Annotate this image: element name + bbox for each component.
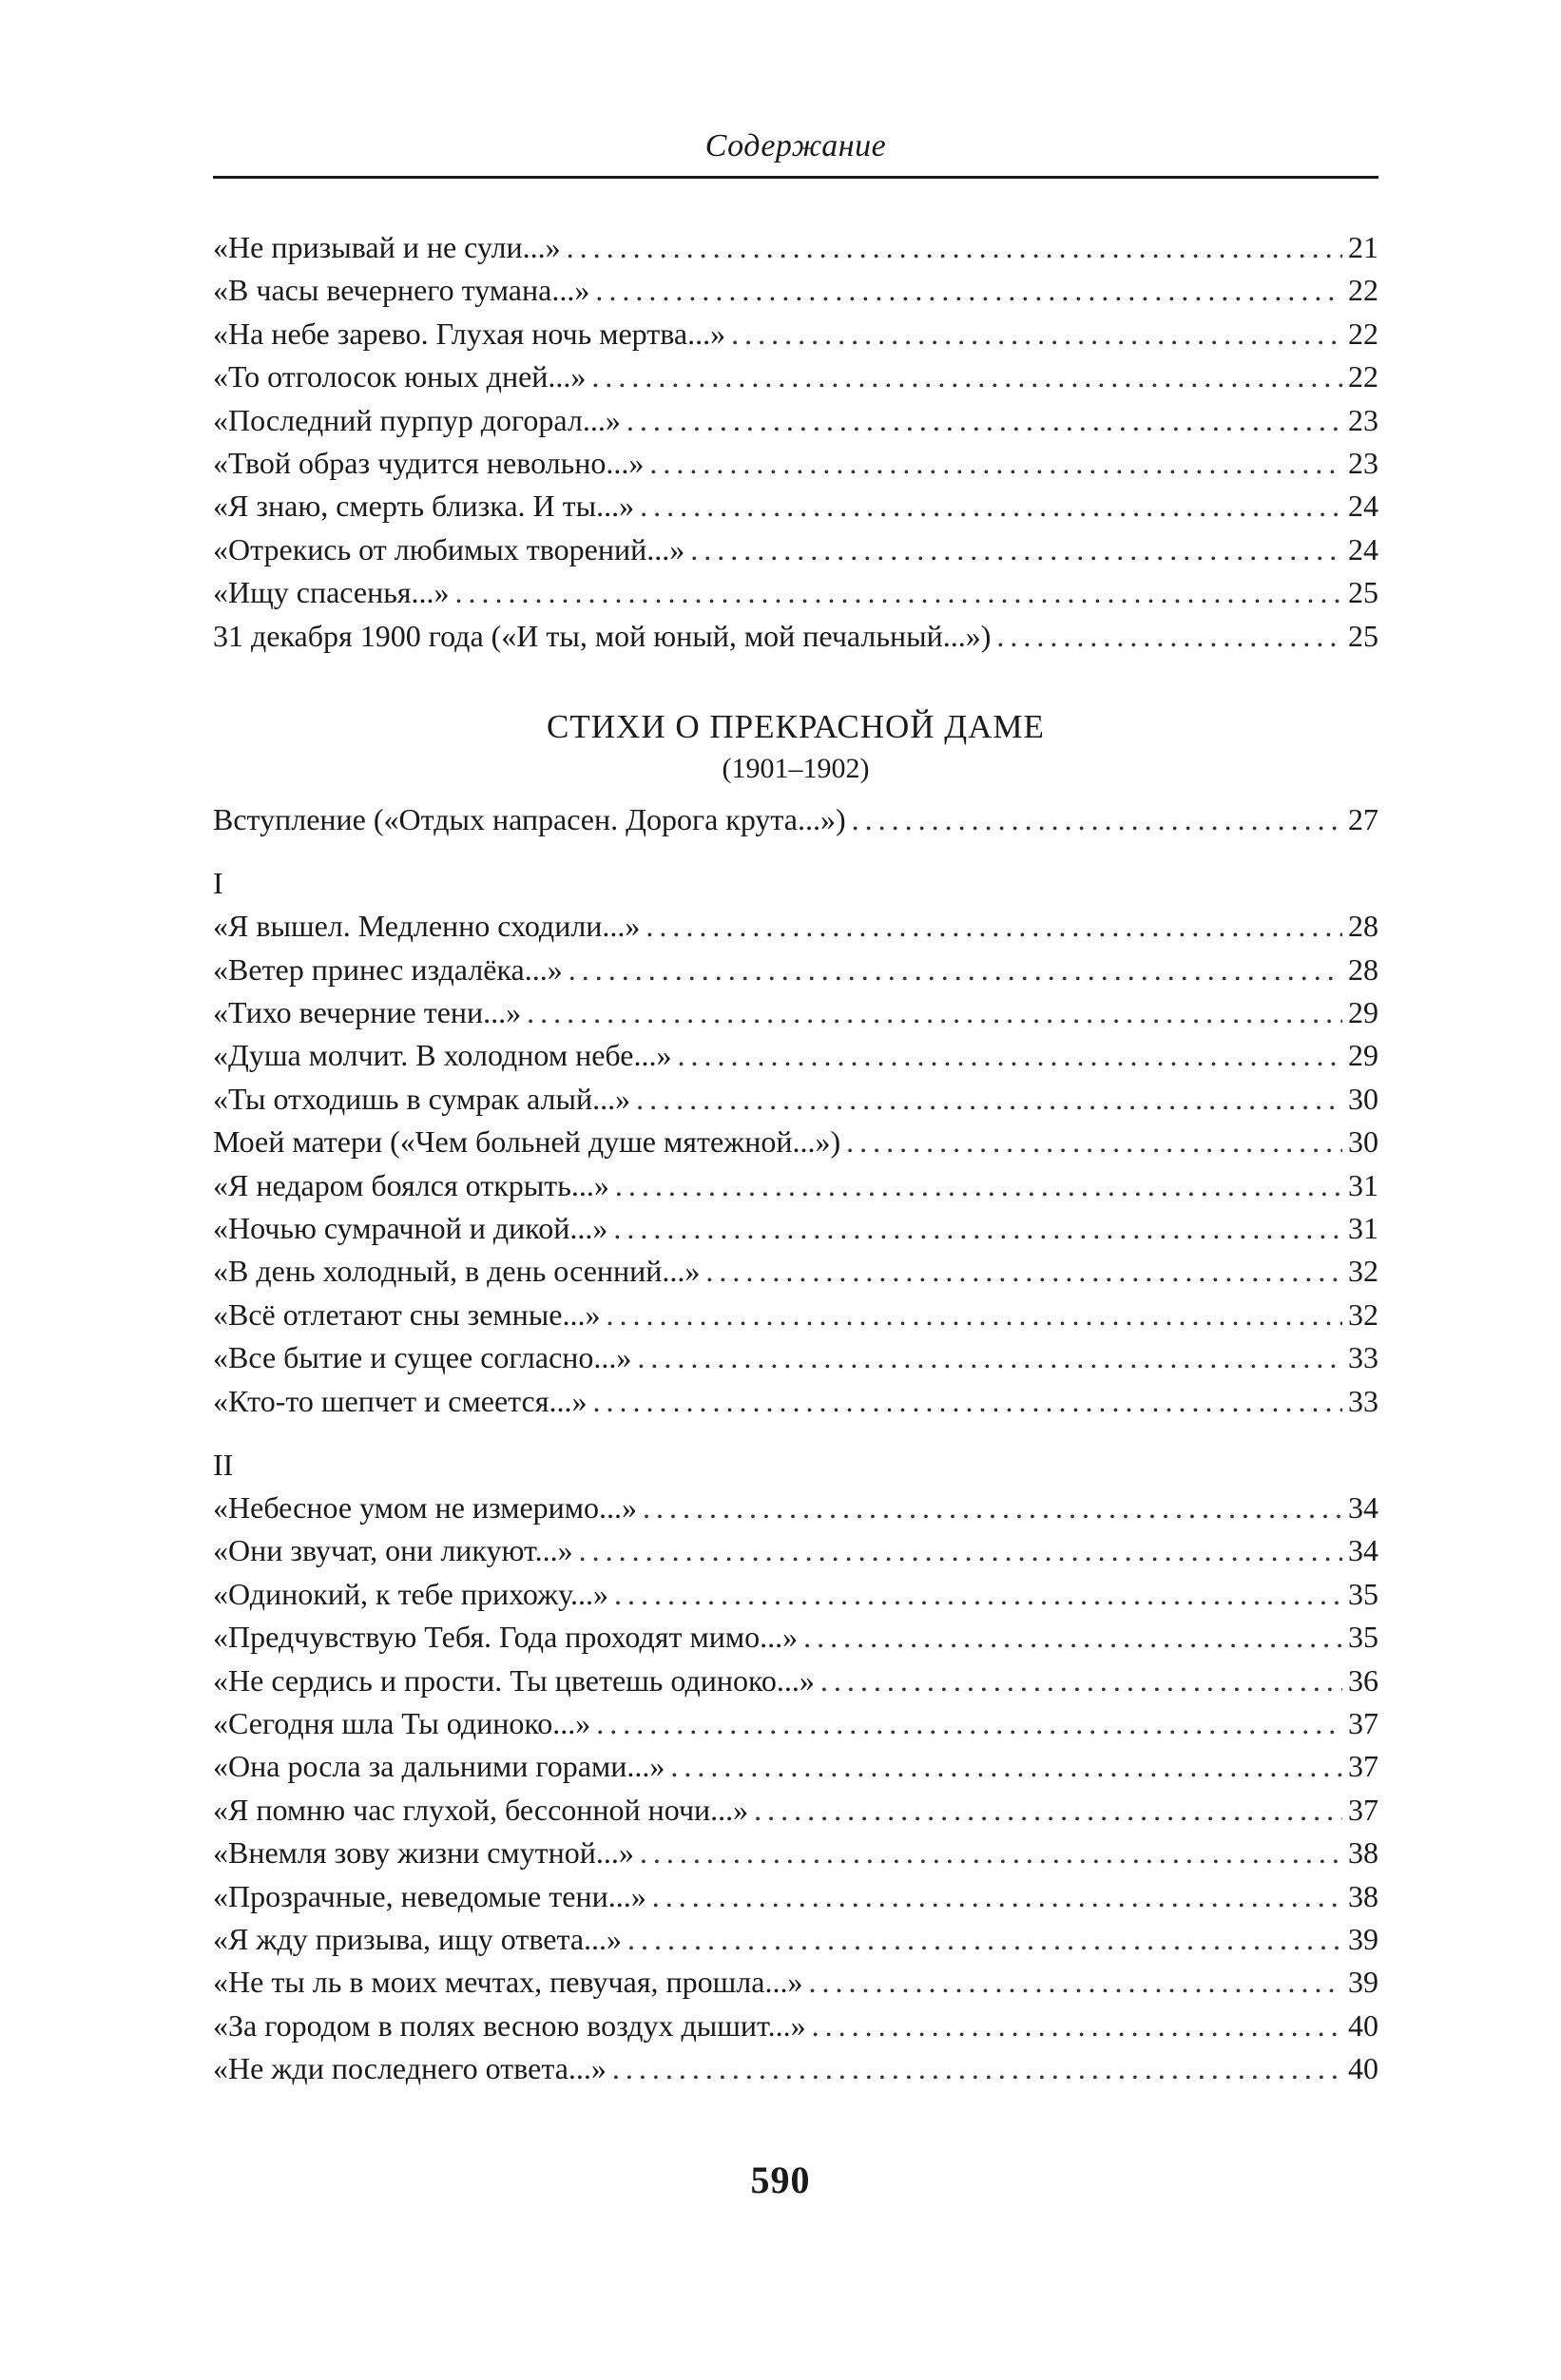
toc-entry-title: «Не ты ль в моих мечтах, певучая, прошла...» bbox=[213, 1965, 803, 2000]
toc-entry-page: 32 bbox=[1348, 1296, 1378, 1332]
toc-entry[interactable] bbox=[213, 269, 1378, 312]
toc-entry-page: 36 bbox=[1348, 1662, 1378, 1698]
toc-entry-page: 38 bbox=[1348, 1835, 1378, 1871]
toc-entry-page: 31 bbox=[1348, 1211, 1378, 1246]
toc-entry-page: 24 bbox=[1348, 531, 1378, 566]
toc-entry-title: «Одинокий, к тебе прихожу...» bbox=[213, 1576, 608, 1611]
toc-entry-title: «Отрекись от любимых творений...» bbox=[213, 531, 685, 566]
dot-leader bbox=[640, 485, 1342, 528]
dot-leader bbox=[690, 528, 1342, 571]
toc-entry-page: 25 bbox=[1348, 575, 1378, 610]
toc-entry-page: 35 bbox=[1348, 1620, 1378, 1655]
toc-entry-page: 30 bbox=[1348, 1124, 1378, 1160]
toc-entry-title: «Ночью сумрачной и дикой...» bbox=[213, 1211, 608, 1246]
toc-entry[interactable] bbox=[213, 1875, 1378, 1918]
toc-entry[interactable] bbox=[213, 1832, 1378, 1874]
dot-leader bbox=[527, 991, 1342, 1034]
toc-entry[interactable] bbox=[213, 571, 1378, 614]
toc-entry-page: 23 bbox=[1348, 445, 1378, 480]
toc-entry-title: 31 декабря 1900 года («И ты, мой юный, мой печальный...») bbox=[213, 618, 992, 653]
toc-entry-title: «Я помню час глухой, бессонной ночи...» bbox=[213, 1792, 749, 1827]
toc-entry-page: 27 bbox=[1348, 801, 1378, 836]
toc-entry-title: «Небесное умом не измеримо...» bbox=[213, 1489, 638, 1525]
toc-entry[interactable] bbox=[213, 485, 1378, 528]
toc-entry-page: 37 bbox=[1348, 1749, 1378, 1784]
toc-entry-page: 33 bbox=[1348, 1340, 1378, 1375]
dot-leader bbox=[677, 1034, 1342, 1077]
page-number: 590 bbox=[750, 2159, 811, 2201]
toc-entry[interactable] bbox=[213, 1487, 1378, 1529]
toc-entry-title: «Последний пурпур догорал...» bbox=[213, 402, 621, 437]
toc-entry[interactable] bbox=[213, 313, 1378, 355]
dot-leader bbox=[846, 1121, 1342, 1163]
toc-entry-page: 22 bbox=[1348, 316, 1378, 351]
toc-entry-title: «Ищу спасенья...» bbox=[213, 575, 450, 610]
toc-entry[interactable] bbox=[213, 1660, 1378, 1702]
dot-leader bbox=[595, 269, 1342, 312]
toc-entry-title: «Тихо вечерние тени...» bbox=[213, 995, 522, 1030]
toc-entry-title: «Твой образ чудится невольно...» bbox=[213, 445, 645, 480]
toc-entry-page: 33 bbox=[1348, 1383, 1378, 1418]
toc-entry[interactable] bbox=[213, 615, 1378, 658]
table-of-contents bbox=[213, 226, 1378, 2090]
toc-entry[interactable] bbox=[213, 1380, 1378, 1423]
toc-entry-page: 29 bbox=[1348, 1038, 1378, 1073]
toc-entry-title: «На небе зарево. Глухая ночь мертва...» bbox=[213, 316, 726, 351]
toc-entry-page: 37 bbox=[1348, 1705, 1378, 1740]
toc-entry[interactable] bbox=[213, 1616, 1378, 1659]
header-rule bbox=[213, 176, 1378, 179]
dot-leader bbox=[626, 399, 1342, 442]
toc-entry[interactable] bbox=[213, 1961, 1378, 2004]
toc-entry-title: Моей матери («Чем больней душе мятежной...») bbox=[213, 1124, 841, 1160]
toc-entry-title: «Ветер принес издалёка...» bbox=[213, 951, 563, 987]
dot-leader bbox=[636, 1078, 1342, 1121]
toc-entry-page: 24 bbox=[1348, 489, 1378, 524]
toc-entry[interactable] bbox=[213, 1918, 1378, 1961]
dot-leader bbox=[646, 905, 1342, 948]
toc-entry-title: «В часы вечернего тумана...» bbox=[213, 273, 590, 308]
dot-leader bbox=[731, 313, 1342, 355]
toc-entry-page: 28 bbox=[1348, 909, 1378, 944]
toc-entry-page: 32 bbox=[1348, 1254, 1378, 1289]
toc-entry-title: «Сегодня шла Ты одиноко...» bbox=[213, 1705, 591, 1740]
toc-entry-title: «Не сердись и прости. Ты цветешь одиноко...» bbox=[213, 1662, 815, 1698]
toc-part-one bbox=[213, 905, 1378, 1423]
toc-entry[interactable] bbox=[213, 1336, 1378, 1379]
dot-leader bbox=[820, 1660, 1342, 1702]
part-two-heading: II bbox=[213, 1447, 234, 1482]
toc-entry-page: 38 bbox=[1348, 1878, 1378, 1913]
dot-leader bbox=[596, 1702, 1342, 1745]
dot-leader bbox=[652, 1875, 1342, 1918]
toc-entry-page: 35 bbox=[1348, 1576, 1378, 1611]
toc-entry[interactable] bbox=[213, 355, 1378, 398]
toc-group-top bbox=[213, 226, 1378, 658]
toc-entry-title: «Они звучат, они ликуют...» bbox=[213, 1533, 573, 1568]
toc-entry[interactable] bbox=[213, 1573, 1378, 1616]
toc-entry-title: «Не призывай и не сули...» bbox=[213, 230, 561, 264]
toc-entry-page: 39 bbox=[1348, 1965, 1378, 2000]
toc-entry-page: 25 bbox=[1348, 618, 1378, 653]
toc-entry-title: Вступление («Отдых напрасен. Дорога крута...») bbox=[213, 801, 846, 836]
toc-entry[interactable] bbox=[213, 442, 1378, 485]
dot-leader bbox=[812, 2005, 1342, 2047]
toc-entry-title: «Она росла за дальними горами...» bbox=[213, 1749, 665, 1784]
toc-entry[interactable] bbox=[213, 1702, 1378, 1745]
toc-entry-title: «В день холодный, в день осенний...» bbox=[213, 1254, 701, 1289]
toc-entry-page: 22 bbox=[1348, 273, 1378, 308]
toc-entry[interactable] bbox=[213, 1789, 1378, 1832]
part-one-heading: I bbox=[213, 866, 223, 901]
dot-leader bbox=[852, 798, 1342, 841]
dot-leader bbox=[455, 571, 1342, 614]
dot-leader bbox=[996, 615, 1342, 658]
toc-entry[interactable] bbox=[213, 1250, 1378, 1293]
toc-entry-page: 22 bbox=[1348, 359, 1378, 394]
toc-entry-title: «Всё отлетают сны земные...» bbox=[213, 1296, 601, 1332]
toc-entry-title: «За городом в полях весною воздух дышит...» bbox=[213, 2007, 806, 2043]
running-head: Содержание bbox=[704, 128, 887, 163]
toc-entry-introduction[interactable] bbox=[213, 798, 1378, 841]
toc-entry-title: «Внемля зову жизни смутной...» bbox=[213, 1835, 634, 1871]
dot-leader bbox=[808, 1961, 1342, 2004]
dot-leader bbox=[640, 1832, 1342, 1874]
toc-entry-page: 34 bbox=[1348, 1533, 1378, 1568]
toc-entry-title: «Предчувствую Тебя. Года проходят мимо...» bbox=[213, 1620, 799, 1655]
toc-entry-title: «Я знаю, смерть близка. И ты...» bbox=[213, 489, 635, 524]
toc-entry[interactable] bbox=[213, 399, 1378, 442]
toc-entry-page: 37 bbox=[1348, 1792, 1378, 1827]
dot-leader bbox=[612, 2047, 1342, 2090]
toc-entry-page: 29 bbox=[1348, 995, 1378, 1030]
dot-leader bbox=[579, 1529, 1342, 1572]
toc-entry-page: 39 bbox=[1348, 1921, 1378, 1956]
dot-leader bbox=[637, 1336, 1342, 1379]
toc-entry-title: «Прозрачные, неведомые тени...» bbox=[213, 1878, 646, 1913]
dot-leader bbox=[613, 1207, 1342, 1250]
toc-entry-title: «Кто-то шепчет и смеется...» bbox=[213, 1383, 588, 1418]
toc-entry[interactable] bbox=[213, 2047, 1378, 2090]
toc-entry[interactable] bbox=[213, 528, 1378, 571]
toc-entry[interactable] bbox=[213, 1745, 1378, 1788]
toc-entry[interactable] bbox=[213, 1121, 1378, 1163]
toc-entry[interactable] bbox=[213, 1207, 1378, 1250]
toc-part-two bbox=[213, 1487, 1378, 2090]
dot-leader bbox=[627, 1918, 1342, 1961]
dot-leader bbox=[705, 1250, 1342, 1293]
toc-entry-title: «Ты отходишь в сумрак алый...» bbox=[213, 1081, 631, 1116]
toc-entry[interactable] bbox=[213, 991, 1378, 1034]
dot-leader bbox=[567, 226, 1342, 269]
toc-entry-page: 30 bbox=[1348, 1081, 1378, 1116]
toc-entry-title: «Я недаром боялся открыть...» bbox=[213, 1167, 609, 1202]
toc-entry-page: 23 bbox=[1348, 402, 1378, 437]
toc-entry-title: «Душа молчит. В холодном небе...» bbox=[213, 1038, 672, 1073]
dot-leader bbox=[614, 1573, 1342, 1616]
dot-leader bbox=[592, 1380, 1342, 1423]
section-years: (1901–1902) bbox=[722, 752, 870, 784]
toc-entry-title: «Все бытие и сущее согласно...» bbox=[213, 1340, 632, 1375]
dot-leader bbox=[591, 355, 1342, 398]
toc-entry[interactable] bbox=[213, 1294, 1378, 1336]
toc-entry[interactable] bbox=[213, 949, 1378, 991]
section-title: СТИХИ О ПРЕКРАСНОЙ ДАМЕ bbox=[547, 707, 1045, 745]
toc-entry-title: «Я жду призыва, ищу ответа...» bbox=[213, 1921, 623, 1956]
dot-leader bbox=[569, 949, 1342, 991]
dot-leader bbox=[643, 1487, 1342, 1529]
dot-leader bbox=[606, 1294, 1342, 1336]
toc-entry[interactable] bbox=[213, 905, 1378, 948]
toc-entry[interactable] bbox=[213, 1164, 1378, 1207]
toc-entry-page: 31 bbox=[1348, 1167, 1378, 1202]
toc-entry-title: «Не жди последнего ответа...» bbox=[213, 2051, 607, 2086]
toc-entry-title: «То отголосок юных дней...» bbox=[213, 359, 587, 394]
toc-entry[interactable] bbox=[213, 226, 1378, 269]
toc-entry-page: 28 bbox=[1348, 951, 1378, 987]
dot-leader bbox=[615, 1164, 1342, 1207]
toc-entry-page: 40 bbox=[1348, 2007, 1378, 2043]
dot-leader bbox=[670, 1745, 1342, 1788]
toc-entry[interactable] bbox=[213, 2005, 1378, 2047]
dot-leader bbox=[649, 442, 1342, 485]
toc-entry-page: 34 bbox=[1348, 1489, 1378, 1525]
toc-entry-page: 40 bbox=[1348, 2051, 1378, 2086]
toc-entry[interactable] bbox=[213, 1034, 1378, 1077]
dot-leader bbox=[803, 1616, 1342, 1659]
dot-leader bbox=[754, 1789, 1342, 1832]
toc-entry-title: «Я вышел. Медленно сходили...» bbox=[213, 909, 641, 944]
toc-entry-page: 21 bbox=[1348, 230, 1378, 264]
toc-entry[interactable] bbox=[213, 1078, 1378, 1121]
toc-entry[interactable] bbox=[213, 1529, 1378, 1572]
